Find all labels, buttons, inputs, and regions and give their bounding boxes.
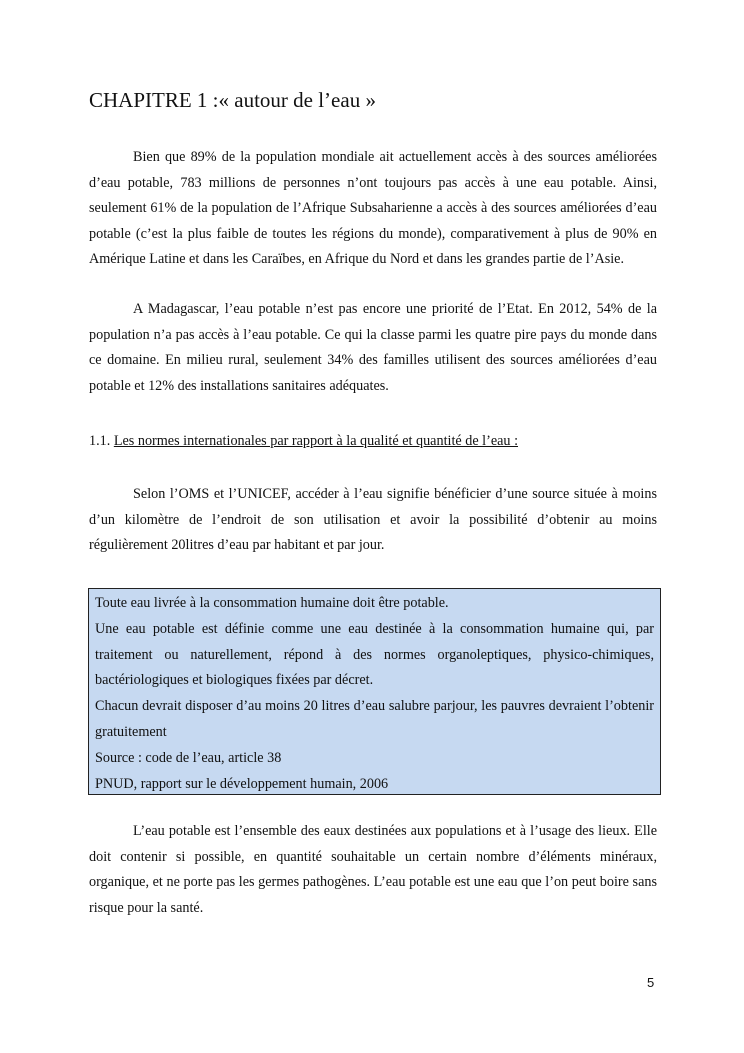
section-heading [89, 430, 518, 452]
section-title: Les normes internationales par rapport à la qualité et quantité de l’eau : [113, 433, 519, 449]
box-line: Une eau potable est définie comme une eau destinée à la consommation humaine qui, par traitement ou naturellement, répond à des normes organoleptiques, physico-chimiques, bactériologiques et biologiques fixées par décret. [95, 620, 654, 689]
box-source: Source : code de l’eau, article 38 [95, 749, 282, 766]
madagascar-paragraph: A Madagascar, l’eau potable n’est pas encore une priorité de l’Etat. En 2012, 54% de la population n’a pas accès à l’eau potable. Ce qui la classe parmi les quatre pire pays du monde dans ce domaine. En milieu rural, seulement 34% des familles utilisent des sources améliorées d’eau potable et 12% des installations sanitaires adéquates. [89, 301, 657, 394]
section-number: 1.1. [89, 433, 111, 449]
page-number: 5 [647, 975, 655, 990]
intro-paragraph: Bien que 89% de la population mondiale ait actuellement accès à des sources améliorées d’eau potable, 783 millions de personnes n’ont toujours pas accès à une eau potable. Ainsi, seulement 61% de la population de l’Afrique Subsaharienne a accès à des sources améliorées d’eau potable (c’est la plus faible de toutes les régions du monde), comparativement à plus de 90% en Amérique Latine et dans les Caraïbes, en Afrique du Nord et dans les grandes partie de l’Asie. [89, 149, 657, 268]
chapter-title: CHAPITRE 1 :« autour de l’eau » [89, 88, 376, 112]
box-source: PNUD, rapport sur le développement humain, 2006 [95, 775, 389, 792]
definition-paragraph: L’eau potable est l’ensemble des eaux destinées aux populations et à l’usage des lieux. Elle doit contenir si possible, en quantité souhaitable un certain nombre d’éléments minéraux, organique, et ne porte pas les germes pathogènes. L’eau potable est une eau que l’on peut boire sans risque pour la santé. [89, 823, 657, 916]
oms-paragraph: Selon l’OMS et l’UNICEF, accéder à l’eau signifie bénéficier d’une source située à moins d’un kilomètre de l’endroit de son utilisation et avoir la possibilité d’obtenir au moins régulièrement 20litres d’eau par habitant et par jour. [89, 486, 657, 554]
box-line: Chacun devrait disposer d’au moins 20 litres d’eau salubre parjour, les pauvres devraient l’obtenir gratuitement [95, 698, 654, 740]
box-line: Toute eau livrée à la consommation humaine doit être potable. [95, 595, 449, 611]
definition-box [88, 588, 661, 795]
